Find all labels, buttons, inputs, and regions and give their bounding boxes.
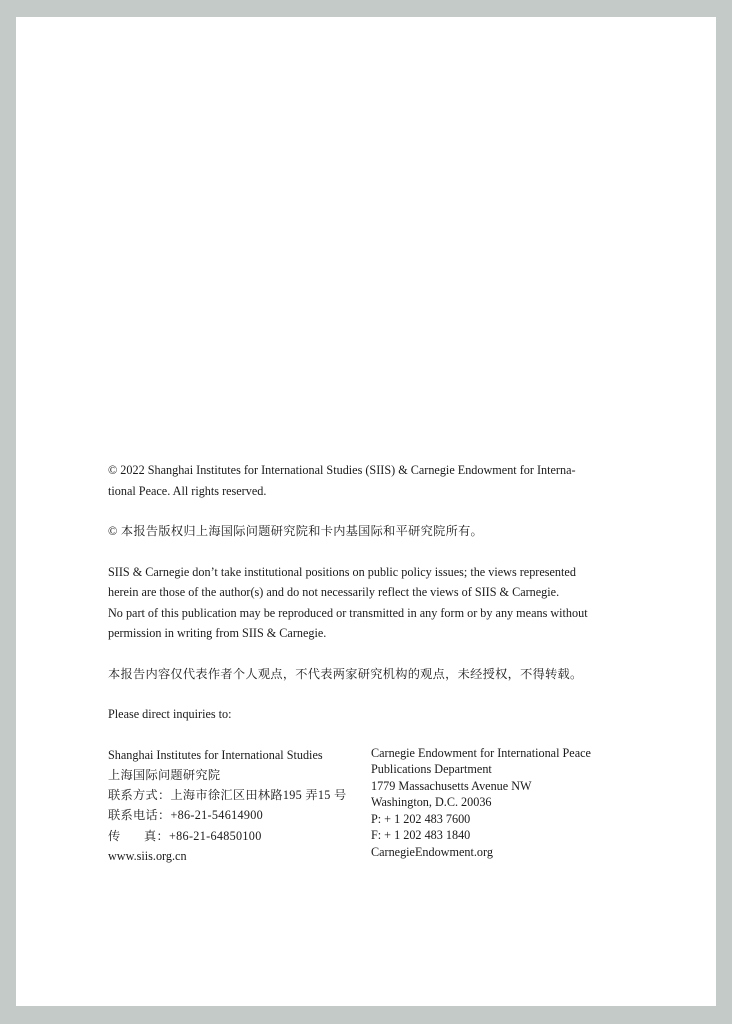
copyright-english-line: tional Peace. All rights reserved.: [108, 483, 267, 498]
inquiries-label: [108, 704, 628, 725]
carnegie-contact-block: [371, 745, 628, 867]
siis-fax-row: [108, 826, 371, 846]
carnegie-phone: P: + 1 202 483 7600: [370, 811, 471, 826]
copyright-page-content: [108, 460, 628, 866]
inquiries-label-text: Please direct inquiries to:: [108, 707, 232, 721]
copyright-chinese: [108, 521, 628, 542]
disclaimer-chinese: [108, 664, 628, 685]
carnegie-website: CarnegieEndowment.org: [370, 844, 493, 859]
siis-phone-row: [108, 805, 371, 825]
siis-address-label: 联系方式：: [108, 788, 171, 803]
siis-contact-block: [108, 745, 371, 867]
disclaimer-line: herein are those of the author(s) and do not necessarily reflect the views of SIIS & Carnegie.: [108, 585, 560, 599]
siis-name-english: Shanghai Institutes for International Studies: [108, 747, 323, 762]
carnegie-fax: F: + 1 202 483 1840: [370, 828, 471, 842]
disclaimer-line: permission in writing from SIIS & Carnegie.: [108, 626, 327, 640]
copyright-english-line: © 2022 Shanghai Institutes for International Studies (SIIS) & Carnegie Endowment for Interna-: [108, 463, 576, 477]
siis-fax-label-part2: 真：: [144, 828, 169, 843]
document-page: [16, 17, 716, 1006]
copyright-english: [108, 460, 628, 501]
siis-website: www.siis.org.cn: [108, 848, 187, 863]
carnegie-department: Publications Department: [370, 762, 492, 776]
carnegie-name: Carnegie Endowment for International Peace: [370, 745, 591, 760]
disclaimer-line: No part of this publication may be reproduced or transmitted in any form or by any means without: [108, 605, 588, 620]
carnegie-city: Washington, D.C. 20036: [370, 795, 492, 809]
disclaimer-chinese-line: 本报告内容仅代表作者个人观点，不代表两家研究机构的观点，未经授权，不得转载。: [108, 666, 583, 681]
siis-name-chinese: 上海国际问题研究院: [108, 767, 221, 782]
contact-columns: [108, 745, 628, 867]
siis-fax: +86-21-64850100: [168, 828, 262, 843]
siis-address-row: [108, 785, 371, 805]
copyright-chinese-line: © 本报告版权归上海国际问题研究院和卡内基国际和平研究院所有。: [108, 524, 484, 538]
siis-phone-label: 联系电话：: [108, 808, 171, 823]
siis-address: 上海市徐汇区田林路195 弄15 号: [170, 788, 347, 803]
disclaimer-english: [108, 562, 628, 644]
carnegie-street: 1779 Massachusetts Avenue NW: [370, 778, 532, 793]
disclaimer-line: SIIS & Carnegie don’t take institutional positions on public policy issues; the views represented: [108, 564, 576, 579]
siis-fax-label-part1: 传: [108, 828, 121, 843]
siis-phone: +86-21-54614900: [170, 808, 264, 823]
